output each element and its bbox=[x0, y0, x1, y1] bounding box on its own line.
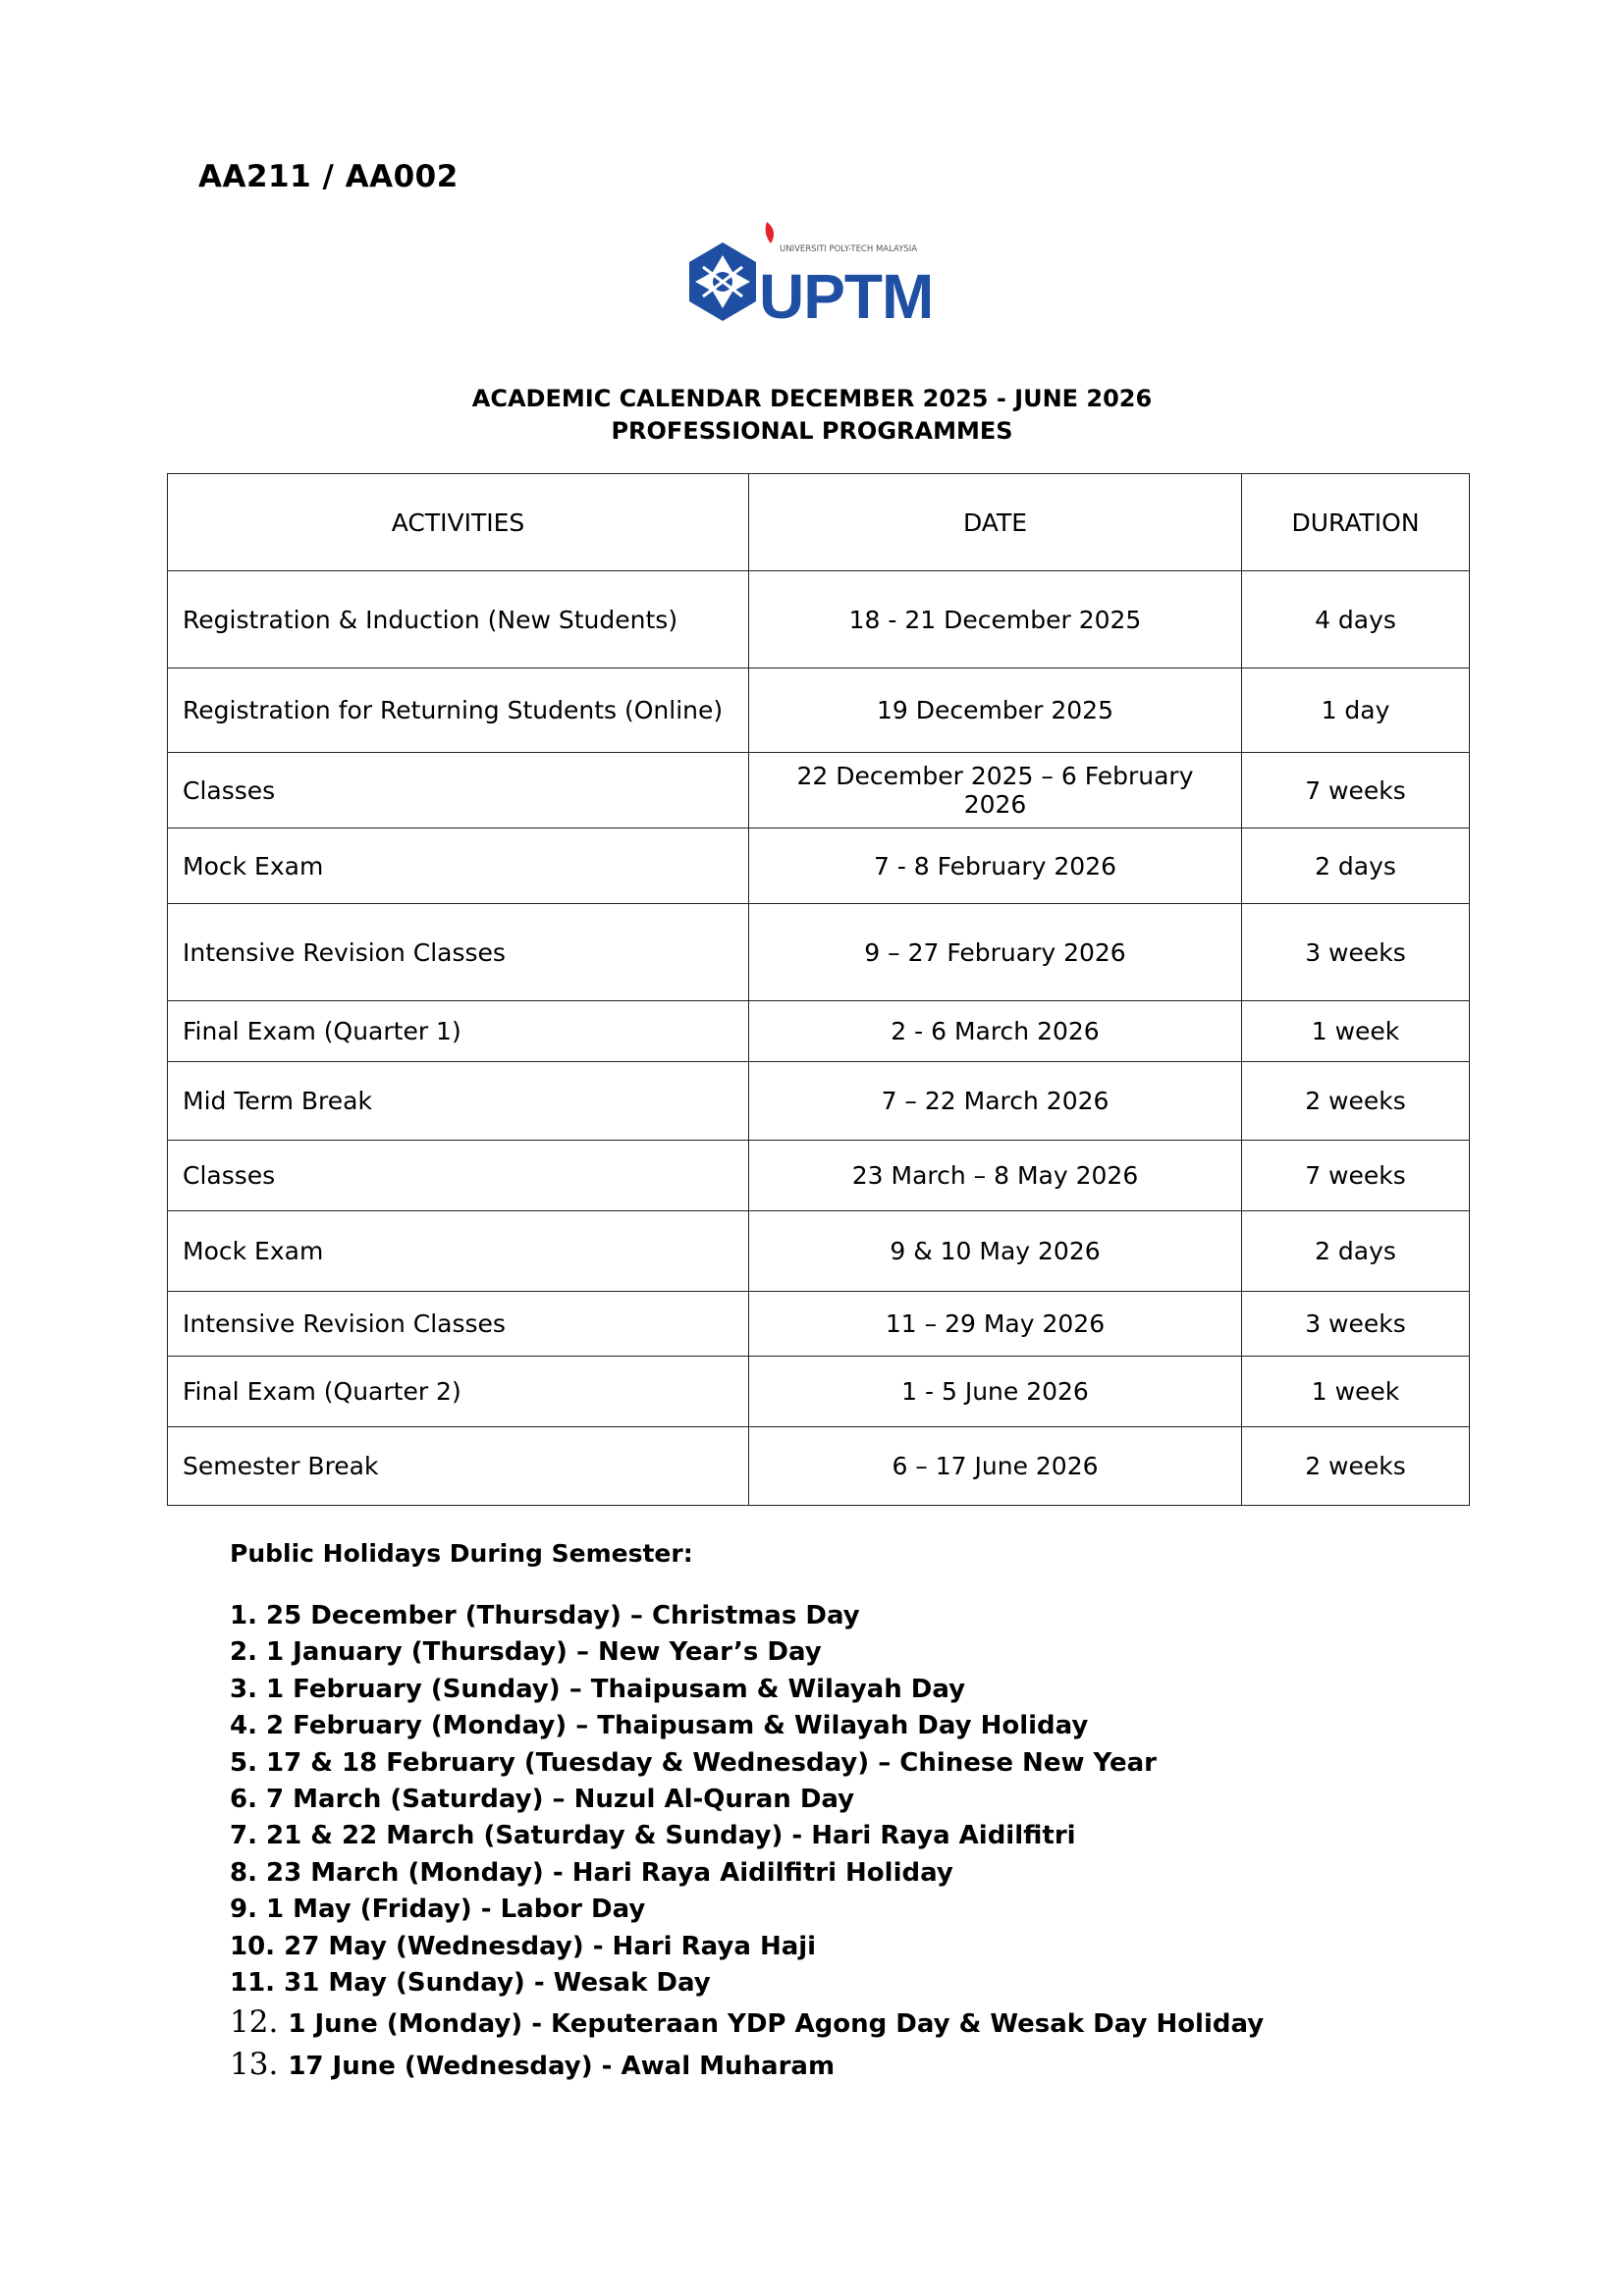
date-cell: 1 - 5 June 2026 bbox=[749, 1357, 1242, 1427]
list-text: 1 February (Sunday) – Thaipusam & Wilayah Day bbox=[266, 1674, 966, 1704]
list-number: 5. bbox=[230, 1747, 257, 1778]
list-number: 3. bbox=[230, 1674, 257, 1704]
list-number: 2. bbox=[230, 1637, 257, 1668]
table-row bbox=[168, 753, 1470, 828]
date-cell: 22 December 2025 – 6 February 2026 bbox=[749, 753, 1242, 828]
date-cell: 2 - 6 March 2026 bbox=[749, 1001, 1242, 1062]
list-item bbox=[230, 1892, 1264, 1928]
list-item bbox=[230, 2044, 1264, 2086]
header-duration: DURATION bbox=[1242, 474, 1470, 571]
list-text: 1 January (Thursday) – New Year’s Day bbox=[266, 1637, 822, 1668]
academic-calendar-table bbox=[167, 473, 1470, 1506]
table-row bbox=[168, 828, 1470, 904]
logo-brand-text: UPTM bbox=[759, 261, 934, 332]
duration-cell: 4 days bbox=[1242, 571, 1470, 668]
list-number: 4. bbox=[230, 1711, 257, 1741]
date-cell: 9 – 27 February 2026 bbox=[749, 904, 1242, 1001]
list-text: 27 May (Wednesday) - Hari Raya Haji bbox=[284, 1931, 817, 1961]
list-number: 12. bbox=[230, 2004, 279, 2041]
duration-cell: 2 weeks bbox=[1242, 1427, 1470, 1506]
date-cell: 18 - 21 December 2025 bbox=[749, 571, 1242, 668]
activity-cell: Registration & Induction (New Students) bbox=[168, 571, 749, 668]
list-item bbox=[230, 1745, 1264, 1782]
table-row bbox=[168, 1062, 1470, 1141]
activity-cell: Classes bbox=[168, 1141, 749, 1211]
activity-cell: Intensive Revision Classes bbox=[168, 1292, 749, 1357]
list-item bbox=[230, 1929, 1264, 1965]
duration-cell: 1 day bbox=[1242, 668, 1470, 753]
logo-tagline: UNIVERSITI POLY-TECH MALAYSIA bbox=[780, 244, 918, 254]
activity-cell: Semester Break bbox=[168, 1427, 749, 1506]
list-text: 2 February (Monday) – Thaipusam & Wilayah Day Holiday bbox=[266, 1711, 1089, 1741]
holiday-list bbox=[230, 1598, 1264, 2086]
table-row bbox=[168, 571, 1470, 668]
calendar-title-line2: PROFESSIONAL PROGRAMMES bbox=[611, 417, 1013, 445]
activity-cell: Mock Exam bbox=[168, 828, 749, 904]
duration-cell: 2 weeks bbox=[1242, 1062, 1470, 1141]
calendar-title bbox=[0, 383, 1624, 448]
list-number: 13. bbox=[230, 2047, 279, 2083]
list-item bbox=[230, 1672, 1264, 1708]
date-cell: 7 – 22 March 2026 bbox=[749, 1062, 1242, 1141]
table-row bbox=[168, 1357, 1470, 1427]
list-item bbox=[230, 1855, 1264, 1892]
calendar-title-line1: ACADEMIC CALENDAR DECEMBER 2025 - JUNE 2026 bbox=[471, 385, 1153, 412]
list-number: 7. bbox=[230, 1821, 257, 1851]
list-text: 1 June (Monday) - Keputeraan YDP Agong Day & Wesak Day Holiday bbox=[288, 2009, 1265, 2040]
table-row bbox=[168, 1211, 1470, 1292]
activity-cell: Mid Term Break bbox=[168, 1062, 749, 1141]
list-item bbox=[230, 1965, 1264, 2002]
list-number: 10. bbox=[230, 1931, 276, 1961]
table-header-row bbox=[168, 474, 1470, 571]
activity-cell: Registration for Returning Students (Online) bbox=[168, 668, 749, 753]
date-cell: 23 March – 8 May 2026 bbox=[749, 1141, 1242, 1211]
date-cell: 6 – 17 June 2026 bbox=[749, 1427, 1242, 1506]
list-number: 9. bbox=[230, 1895, 257, 1925]
header-activities: ACTIVITIES bbox=[168, 474, 749, 571]
header-date: DATE bbox=[749, 474, 1242, 571]
duration-cell: 7 weeks bbox=[1242, 1141, 1470, 1211]
activity-cell: Final Exam (Quarter 1) bbox=[168, 1001, 749, 1062]
duration-cell: 3 weeks bbox=[1242, 904, 1470, 1001]
list-item bbox=[230, 1634, 1264, 1671]
list-text: 17 & 18 February (Tuesday & Wednesday) – Chinese New Year bbox=[266, 1747, 1157, 1778]
list-text: 21 & 22 March (Saturday & Sunday) - Hari Raya Aidilfitri bbox=[266, 1821, 1076, 1851]
table-row bbox=[168, 668, 1470, 753]
holidays-heading: Public Holidays During Semester: bbox=[230, 1539, 693, 1568]
duration-cell: 2 days bbox=[1242, 828, 1470, 904]
date-cell: 7 - 8 February 2026 bbox=[749, 828, 1242, 904]
list-text: 25 December (Thursday) – Christmas Day bbox=[266, 1601, 860, 1630]
logo-flame-mark bbox=[766, 222, 774, 243]
list-item bbox=[230, 1598, 1264, 1634]
list-number: 8. bbox=[230, 1857, 257, 1888]
date-cell: 9 & 10 May 2026 bbox=[749, 1211, 1242, 1292]
table-row bbox=[168, 1427, 1470, 1506]
uptm-logo bbox=[674, 218, 968, 350]
list-item bbox=[230, 1818, 1264, 1854]
list-number: 6. bbox=[230, 1784, 257, 1814]
table-row bbox=[168, 1141, 1470, 1211]
list-text: 31 May (Sunday) - Wesak Day bbox=[284, 1967, 711, 1998]
table-row bbox=[168, 1001, 1470, 1062]
list-text: 23 March (Monday) - Hari Raya Aidilfitri Holiday bbox=[266, 1857, 953, 1888]
list-number: 11. bbox=[230, 1967, 276, 1998]
table-row bbox=[168, 904, 1470, 1001]
list-item bbox=[230, 1708, 1264, 1744]
duration-cell: 1 week bbox=[1242, 1357, 1470, 1427]
table-row bbox=[168, 1292, 1470, 1357]
duration-cell: 7 weeks bbox=[1242, 753, 1470, 828]
duration-cell: 1 week bbox=[1242, 1001, 1470, 1062]
list-item bbox=[230, 1782, 1264, 1818]
date-cell: 19 December 2025 bbox=[749, 668, 1242, 753]
list-text: 17 June (Wednesday) - Awal Muharam bbox=[288, 2052, 836, 2082]
list-text: 1 May (Friday) - Labor Day bbox=[266, 1895, 646, 1925]
duration-cell: 3 weeks bbox=[1242, 1292, 1470, 1357]
duration-cell: 2 days bbox=[1242, 1211, 1470, 1292]
activity-cell: Intensive Revision Classes bbox=[168, 904, 749, 1001]
list-text: 7 March (Saturday) – Nuzul Al-Quran Day bbox=[266, 1784, 855, 1814]
activity-cell: Mock Exam bbox=[168, 1211, 749, 1292]
activity-cell: Final Exam (Quarter 2) bbox=[168, 1357, 749, 1427]
activity-cell: Classes bbox=[168, 753, 749, 828]
course-code: AA211 / AA002 bbox=[198, 159, 459, 194]
list-item bbox=[230, 2002, 1264, 2044]
list-number: 1. bbox=[230, 1601, 257, 1630]
logo-emblem bbox=[689, 242, 756, 321]
date-cell: 11 – 29 May 2026 bbox=[749, 1292, 1242, 1357]
